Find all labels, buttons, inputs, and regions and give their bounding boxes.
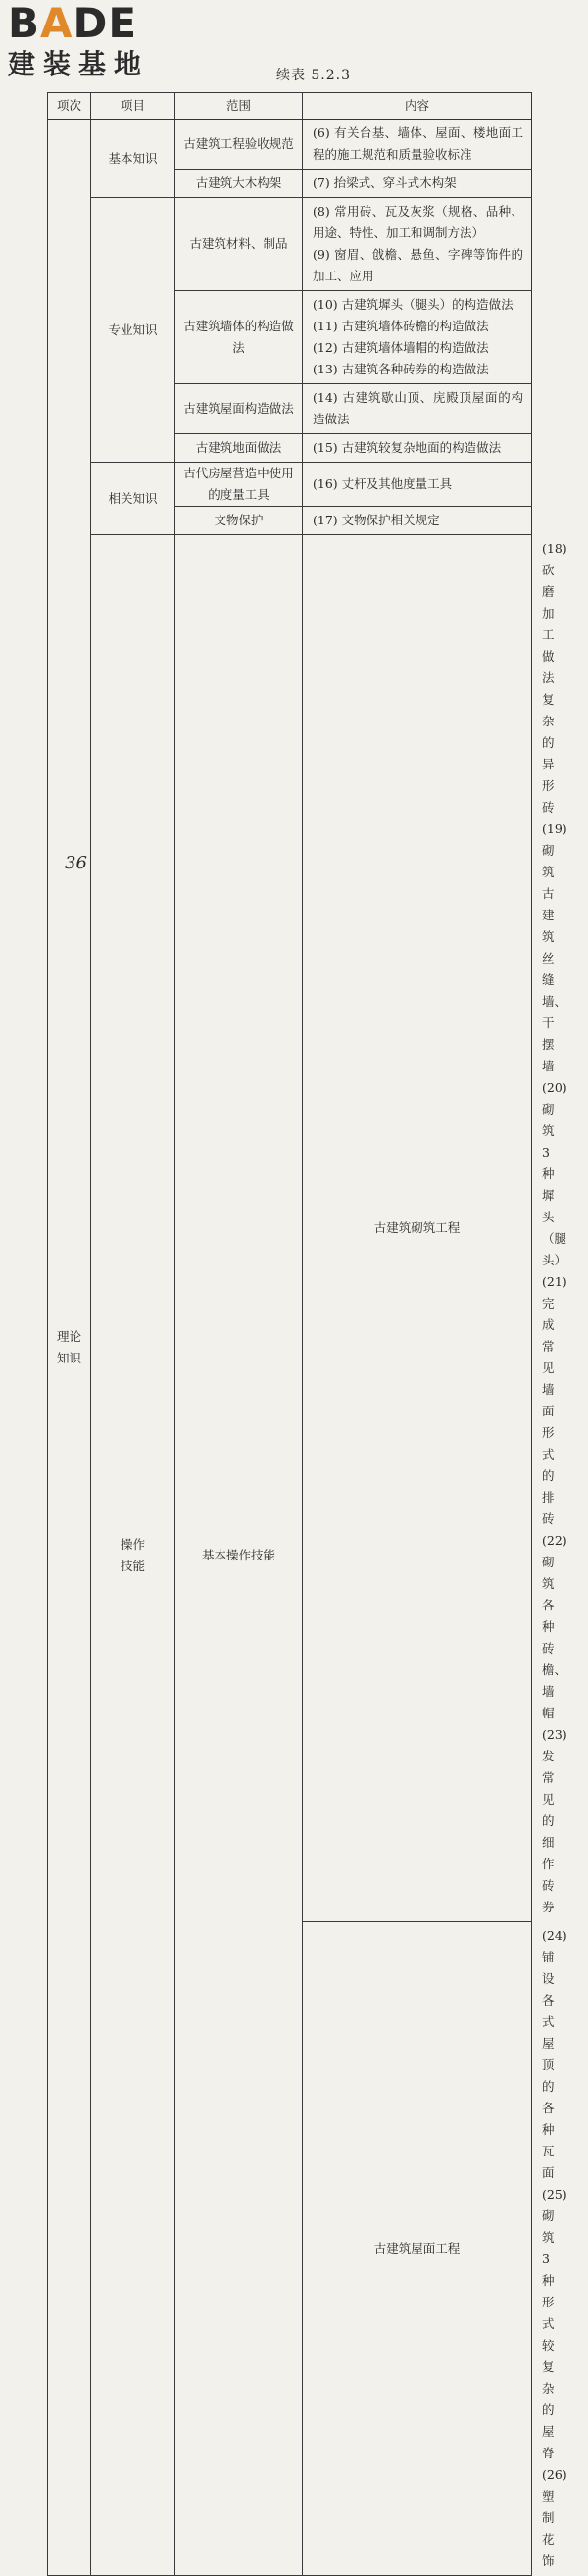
page-number: 36 [65,853,87,873]
header-project: 项目 [91,93,175,120]
logo-letter-a: A [40,0,74,47]
content-line: (12) 古建筑墙体墙帽的构造做法 [313,340,489,355]
header-content: 内容 [303,93,532,120]
scope-cell: 古建筑材料、制品 [175,198,303,291]
table-header-row [48,93,532,120]
content-line: (14) 古建筑歇山顶、庑殿顶屋面的构造做法 [313,390,523,426]
content-cell [303,507,532,535]
content-line: (7) 抬梁式、穿斗式木构架 [313,175,457,190]
content-cell [303,170,532,198]
spec-table [47,92,567,2576]
content-cell [303,291,532,384]
category-theory: 理论 知识 [48,120,91,2576]
logo-latin [8,2,149,45]
scope-cell: 古代房屋营造中使用的度量工具 [175,463,303,507]
scope-cell: 古建筑屋面构造做法 [175,384,303,434]
logo-chinese: 建装基地 [8,48,150,80]
content-line: (10) 古建筑墀头（腿头）的构造做法 [313,297,514,312]
content-cell [303,384,532,434]
header-scope: 范围 [175,93,303,120]
scope-cell: 文物保护 [175,507,303,535]
logo-letters-de: DE [73,0,138,47]
scope-cell: 古建筑大木构架 [175,170,303,198]
table-row: 古建筑屋面工程 (24) 铺设各式屋顶的各种瓦面 (25) 砌筑 3 种形式较复杂的屋脊 (26) 塑制花饰 [48,1922,532,2576]
content-line: (17) 文物保护相关规定 [313,513,440,527]
content-cell [303,120,532,170]
content-line: (13) 古建筑各种砖券的构造做法 [313,362,489,376]
content-cell [303,434,532,463]
category-operation: 操作 技能 [91,535,175,2576]
table-row: 操作 技能 基本操作技能 古建筑砌筑工程 (18) 砍磨加工做法复杂的异形砖 (19) 砌筑古建筑丝缝墙、干摆墙 (20) 砌筑 3 种墀头（腿头） (21) 完成常见墙面形式的排砖 (22) 砌筑各种砖檐、墙帽 (23) 发常见的细作砖券 [48,535,532,1922]
table-row [48,120,532,170]
scope-cell: 古建筑墙体的构造做法 [175,291,303,384]
header-item-no: 项次 [48,93,91,120]
content-line: (16) 丈杆及其他度量工具 [313,476,453,491]
content-cell [303,463,532,507]
group-basic-operation: 基本操作技能 [175,535,303,2576]
content-line: (9) 窗眉、戗檐、悬鱼、字碑等饰件的加工、应用 [313,247,523,283]
table-caption: 续表 5.2.3 [275,68,352,83]
logo-letter-b: B [8,0,41,47]
table-row [48,198,532,291]
group-basic-knowledge: 基本知识 [91,120,175,198]
content-cell [303,198,532,291]
scope-cell: 古建筑工程验收规范 [175,120,303,170]
table-row [48,463,532,507]
group-related-knowledge: 相关知识 [91,463,175,535]
scope-cell: 古建筑屋面工程 [303,1922,532,2576]
content-line: (6) 有关台基、墙体、屋面、楼地面工程的施工规范和质量验收标准 [313,125,523,162]
content-line: (8) 常用砖、瓦及灰浆（规格、品种、用途、特性、加工和调制方法） [313,204,523,240]
content-line: (11) 古建筑墙体砖檐的构造做法 [313,319,489,333]
content-line: (15) 古建筑较复杂地面的构造做法 [313,440,502,455]
scope-cell: 古建筑砌筑工程 [303,535,532,1922]
scope-cell: 古建筑地面做法 [175,434,303,463]
group-professional-knowledge: 专业知识 [91,198,175,463]
